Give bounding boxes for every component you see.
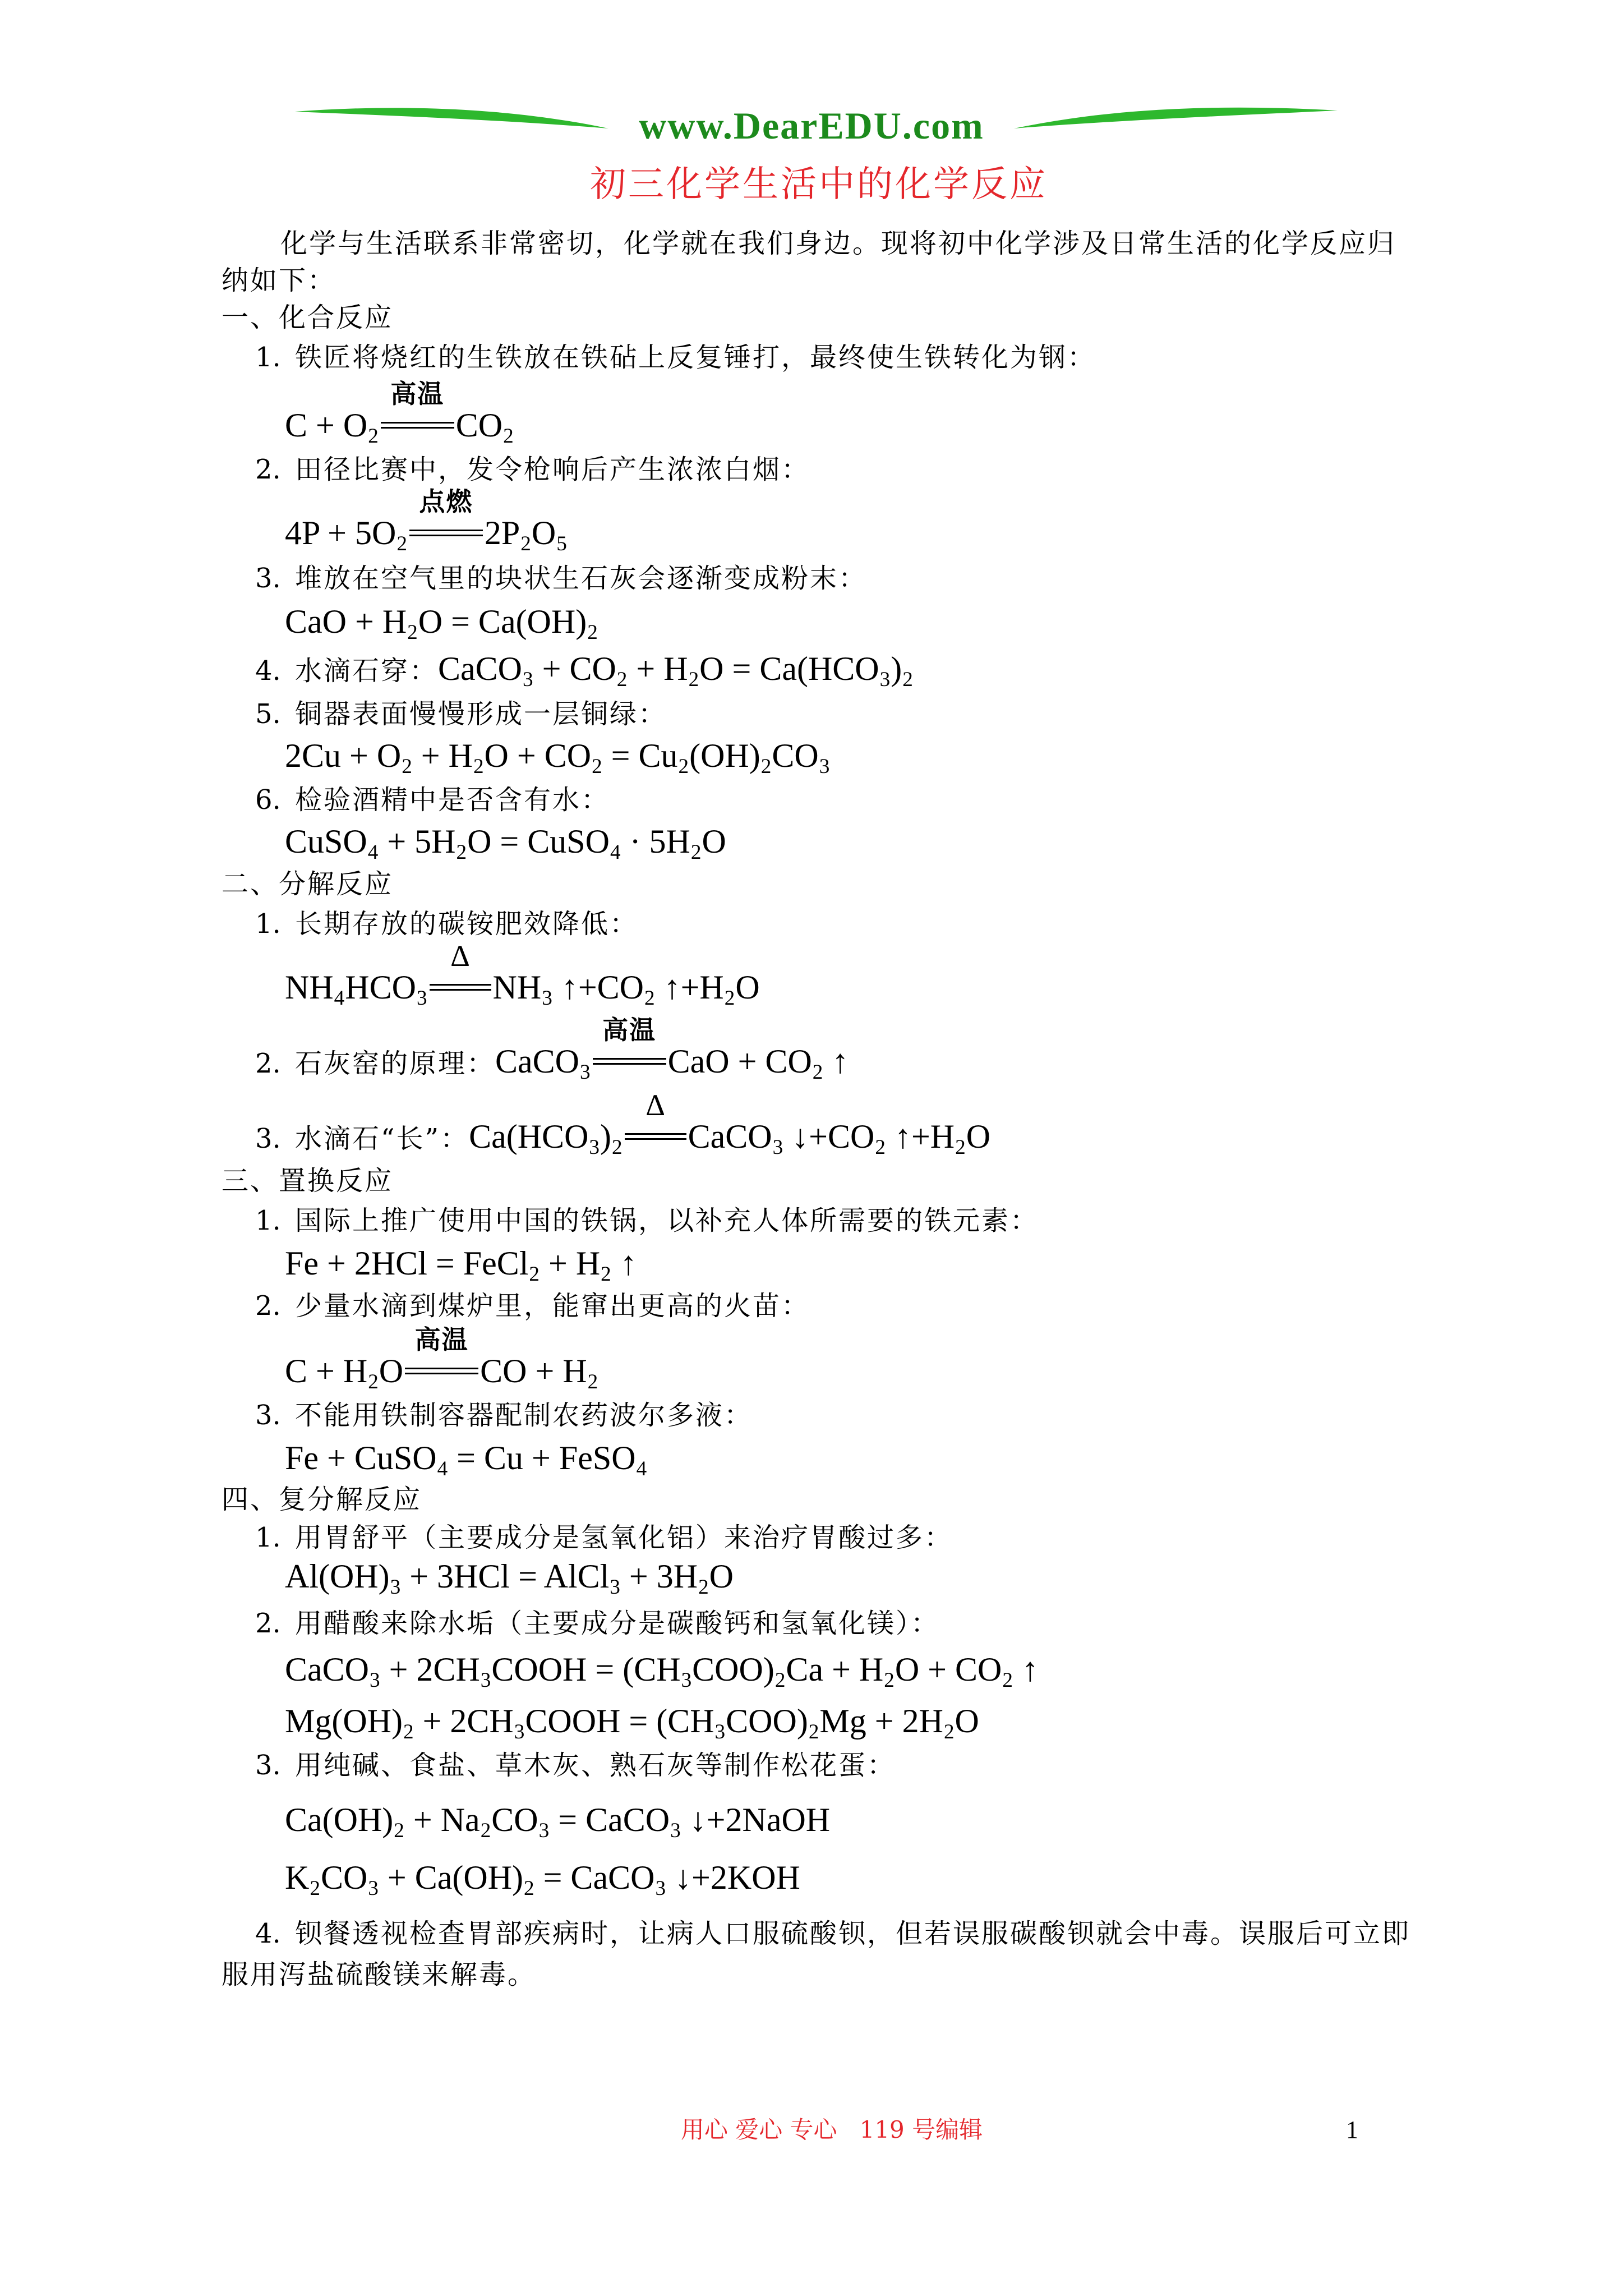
- formula-text: O + CO: [484, 737, 592, 774]
- reaction-condition-label: Δ: [450, 939, 470, 973]
- formula-text: = CaCO: [550, 1801, 670, 1838]
- item-number: 5.: [255, 698, 281, 730]
- page-number: 1: [1346, 2116, 1358, 2143]
- formula-text: O: [379, 1352, 404, 1389]
- intro-line: 化学与生活联系非常密切，化学就在我们身边。现将初中化学涉及日常生活的化学反应归: [280, 228, 1396, 259]
- formula-text: HCO: [345, 969, 416, 1006]
- formula-subscript: 3: [580, 1061, 591, 1084]
- formula-text: O = CuSO: [467, 823, 610, 860]
- formula-text: = Cu: [602, 737, 678, 774]
- formula-text: CaCO: [688, 1118, 772, 1155]
- formula-subscript: 2: [943, 1720, 955, 1744]
- reaction-condition-label: Δ: [645, 1088, 665, 1122]
- formula-text: ↑+H: [886, 1118, 955, 1155]
- equation: [438, 650, 914, 692]
- formula-subscript: 2: [402, 755, 412, 779]
- formula-text: CaCO: [495, 1043, 580, 1080]
- formula-text: + 3HCl = AlCl: [401, 1558, 610, 1595]
- item-text: 铜器表面慢慢形成一层铜绿：: [295, 698, 667, 730]
- item-number: 1.: [255, 1522, 281, 1553]
- equation: [285, 602, 598, 646]
- formula-subscript: 2: [616, 668, 628, 692]
- equation: [285, 1858, 800, 1902]
- reaction-condition-arrow: [405, 1324, 478, 1374]
- list-item: [255, 783, 610, 817]
- formula-subscript: 2: [875, 1136, 886, 1159]
- formula-text: ↓+2NaOH: [681, 1801, 831, 1838]
- formula-text: Ca(OH): [285, 1801, 394, 1838]
- formula-text: CO + H: [480, 1352, 587, 1389]
- item-text: 铁匠将烧红的生铁放在铁砧上反复锤打，最终使生铁转化为钢：: [295, 342, 1096, 373]
- formula-subscript: 3: [589, 1136, 600, 1159]
- formula-text: COOH = (CH: [525, 1703, 714, 1740]
- formula-subscript: 2: [808, 1720, 819, 1744]
- list-item: [255, 1204, 1039, 1237]
- reaction-condition-arrow: [381, 379, 454, 429]
- item-number: 6.: [255, 784, 281, 816]
- equation: [285, 822, 726, 866]
- formula-text: 2Cu + O: [285, 737, 402, 774]
- item-text: 不能用铁制容器配制农药波尔多液：: [295, 1400, 753, 1431]
- item-text: 田径比赛中，发令枪响后产生浓浓白烟：: [295, 454, 810, 485]
- reaction-condition-label: 高温: [602, 1015, 657, 1045]
- formula-subscript: 3: [390, 1576, 401, 1599]
- formula-subscript: 2: [644, 987, 655, 1010]
- formula-subscript: 2: [587, 1370, 598, 1394]
- formula-text: ↑: [611, 1245, 637, 1282]
- formula-subscript: 5: [556, 532, 567, 556]
- formula-subscript: 4: [610, 841, 621, 864]
- formula-text: + 2CH: [414, 1703, 514, 1740]
- list-item: [255, 1521, 953, 1554]
- item-number: 3.: [255, 1400, 281, 1431]
- formula-text: O: [735, 969, 760, 1006]
- formula-subscript: 2: [503, 425, 514, 448]
- formula-text: + H: [412, 737, 473, 774]
- formula-text: + Ca(OH): [379, 1859, 523, 1896]
- item-number: 3.: [255, 1123, 281, 1154]
- formula-text: CaO + H: [285, 603, 407, 640]
- formula-text: C + H: [285, 1352, 368, 1389]
- formula-subscript: 3: [368, 1877, 379, 1901]
- reaction-condition-label: 高温: [414, 1324, 469, 1355]
- item-number: 2.: [255, 1048, 281, 1079]
- formula-text: ): [891, 650, 902, 687]
- formula-text: Mg(OH): [285, 1703, 403, 1740]
- formula-text: O: [955, 1703, 979, 1740]
- item-text-continued: 服用泻盐硫酸镁来解毒。: [222, 1959, 537, 1990]
- formula-text: K: [285, 1859, 310, 1896]
- item-text: 用纯碱、食盐、草木灰、熟石灰等制作松花蛋：: [295, 1750, 896, 1781]
- list-item: [255, 1398, 753, 1432]
- equation: [469, 1088, 991, 1159]
- formula-subscript: 4: [367, 841, 379, 864]
- reaction-condition-arrow: [625, 1088, 686, 1140]
- formula-subscript: 3: [714, 1720, 726, 1744]
- equation: [285, 1244, 637, 1288]
- list-item: [255, 907, 638, 941]
- formula-subscript: 2: [310, 1877, 320, 1901]
- item-text: 堆放在空气里的块状生石灰会逐渐变成粉末：: [295, 563, 868, 594]
- formula-text: CO: [455, 407, 503, 444]
- formula-text: O: [531, 514, 556, 551]
- formula-text: + 3H: [620, 1558, 698, 1595]
- item-number: 1.: [255, 908, 281, 940]
- formula-text: = CaCO: [534, 1859, 655, 1896]
- formula-subscript: 2: [473, 755, 484, 779]
- list-item: [255, 1749, 896, 1782]
- formula-text: COO): [692, 1651, 774, 1688]
- list-item: [255, 1015, 849, 1086]
- formula-text: 2P: [484, 514, 520, 551]
- formula-text: NH: [285, 969, 334, 1006]
- formula-text: Fe + 2HCl = FeCl: [285, 1245, 529, 1282]
- reaction-condition-arrow: [593, 1015, 666, 1065]
- list-item: [255, 697, 667, 731]
- formula-subscript: 2: [812, 1061, 823, 1084]
- formula-subscript: 2: [1002, 1669, 1013, 1692]
- formula-subscript: 3: [655, 1877, 666, 1901]
- equation: [495, 1015, 849, 1084]
- formula-text: CO: [320, 1859, 368, 1896]
- formula-text: ↑+H: [655, 969, 724, 1006]
- formula-subscript: 2: [394, 1819, 404, 1843]
- formula-text: O: [709, 1558, 734, 1595]
- item-text: 检验酒精中是否含有水：: [295, 784, 610, 816]
- formula-text: + 5H: [379, 823, 456, 860]
- formula-text: CuSO: [285, 823, 367, 860]
- reaction-condition-arrow: [430, 939, 491, 991]
- list-item: [255, 562, 867, 595]
- footer-note: 用心 爱心 专心 119 号编辑: [680, 2116, 983, 2143]
- formula-text: Ca(HCO: [469, 1118, 589, 1155]
- formula-text: + 2CH: [380, 1651, 480, 1688]
- formula-subscript: 3: [542, 987, 552, 1010]
- formula-text: ): [600, 1118, 611, 1155]
- equation: [285, 379, 514, 450]
- formula-subscript: 2: [368, 1370, 379, 1394]
- formula-subscript: 3: [670, 1819, 681, 1843]
- formula-subscript: 2: [592, 755, 602, 779]
- formula-text: ↓+2KOH: [666, 1859, 800, 1896]
- formula-text: (OH): [689, 737, 760, 774]
- item-number: 3.: [255, 563, 281, 594]
- equation: [285, 1800, 830, 1844]
- item-text: 水滴石“长”：: [295, 1123, 469, 1154]
- formula-subscript: 3: [610, 1576, 620, 1599]
- formula-subscript: 2: [688, 668, 699, 692]
- formula-text: CaO + CO: [667, 1043, 812, 1080]
- section-heading: 一、化合反应: [222, 302, 394, 333]
- item-text: 用醋酸来除水垢（主要成分是碳酸钙和氢氧化镁）：: [295, 1608, 940, 1639]
- item-text: 石灰窑的原理：: [295, 1048, 496, 1079]
- formula-subscript: 2: [368, 425, 379, 448]
- formula-text: ↓+CO: [783, 1118, 875, 1155]
- list-item: [255, 1917, 1410, 1950]
- formula-text: Al(OH): [285, 1558, 390, 1595]
- list-item: [255, 1607, 939, 1640]
- list-item: [255, 453, 810, 486]
- item-number: 4.: [255, 655, 281, 687]
- formula-subscript: 3: [681, 1669, 692, 1692]
- formula-subscript: 2: [601, 1263, 611, 1286]
- formula-text: O: [966, 1118, 991, 1155]
- formula-subscript: 2: [403, 1720, 414, 1744]
- formula-subscript: 2: [760, 755, 772, 779]
- list-item: [255, 1088, 991, 1161]
- formula-text: 4P + 5O: [285, 514, 396, 551]
- formula-text: ↑+CO: [552, 969, 644, 1006]
- formula-subscript: 2: [529, 1263, 540, 1286]
- formula-subscript: 2: [524, 1877, 534, 1901]
- formula-subscript: 2: [520, 532, 531, 556]
- formula-text: Mg + 2H: [819, 1703, 943, 1740]
- formula-subscript: 4: [636, 1457, 647, 1481]
- item-text: 长期存放的碳铵肥效降低：: [295, 908, 639, 940]
- formula-text: ↑: [1013, 1651, 1039, 1688]
- item-number: 1.: [255, 1205, 281, 1236]
- formula-text: COOH = (CH: [491, 1651, 681, 1688]
- formula-text: O: [702, 823, 726, 860]
- reaction-condition-label: 高温: [390, 379, 445, 409]
- equation: [285, 1324, 598, 1396]
- equation: [285, 1650, 1039, 1694]
- formula-text: CaCO: [438, 650, 523, 687]
- formula-text: O + CO: [895, 1651, 1002, 1688]
- reaction-condition-label: 点燃: [419, 486, 473, 517]
- item-number: 2.: [255, 1290, 281, 1322]
- equation: [285, 939, 760, 1012]
- formula-subscript: 2: [480, 1819, 491, 1843]
- logo-swoosh-left: [295, 108, 608, 128]
- formula-subscript: 2: [884, 1669, 895, 1692]
- formula-text: Ca + H: [786, 1651, 884, 1688]
- formula-subscript: 4: [437, 1457, 448, 1481]
- formula-subscript: 2: [698, 1576, 709, 1599]
- formula-subscript: 3: [819, 755, 830, 779]
- formula-subscript: 2: [690, 841, 702, 864]
- section-heading: 三、置换反应: [222, 1165, 394, 1197]
- formula-subscript: 3: [370, 1669, 380, 1692]
- formula-text: ↑: [823, 1043, 849, 1080]
- item-text: 水滴石穿：: [295, 655, 439, 687]
- formula-text: CO: [491, 1801, 538, 1838]
- equation: [285, 736, 830, 780]
- formula-subscript: 2: [611, 1136, 623, 1159]
- item-text: 用胃舒平（主要成分是氢氧化铝）来治疗胃酸过多：: [295, 1522, 953, 1553]
- list-item: [255, 1289, 810, 1323]
- formula-subscript: 2: [774, 1669, 786, 1692]
- section-heading: 二、分解反应: [222, 868, 394, 900]
- formula-subscript: 2: [955, 1136, 966, 1159]
- formula-text: · 5H: [621, 823, 690, 860]
- formula-subscript: 3: [514, 1720, 525, 1744]
- formula-subscript: 3: [879, 668, 891, 692]
- formula-subscript: 2: [407, 621, 418, 645]
- formula-text: NH: [492, 969, 542, 1006]
- formula-text: + H: [628, 650, 688, 687]
- item-text: 少量水滴到煤炉里，能窜出更高的火苗：: [295, 1290, 810, 1322]
- item-number: 2.: [255, 1608, 281, 1639]
- formula-subscript: 2: [456, 841, 467, 864]
- item-number: 3.: [255, 1750, 281, 1781]
- equation: [285, 1557, 734, 1601]
- equation: [285, 1701, 979, 1746]
- formula-text: = Cu + FeSO: [448, 1439, 636, 1476]
- page-title: 初三化学生活中的化学反应: [590, 164, 1048, 205]
- item-text: 钡餐透视检查胃部疾病时，让病人口服硫酸钡，但若误服碳酸钡就会中毒。误服后可立即: [295, 1918, 1411, 1949]
- formula-text: CO: [772, 737, 819, 774]
- formula-subscript: 4: [334, 987, 345, 1010]
- formula-subscript: 3: [523, 668, 533, 692]
- formula-subscript: 2: [678, 755, 689, 779]
- item-number: 2.: [255, 454, 281, 485]
- formula-subscript: 2: [396, 532, 407, 556]
- item-number: 1.: [255, 342, 281, 373]
- formula-subscript: 2: [587, 621, 598, 645]
- site-logo-text: www.DearEDU.com: [639, 104, 984, 147]
- formula-text: COO): [726, 1703, 808, 1740]
- formula-text: + H: [540, 1245, 601, 1282]
- formula-subscript: 3: [772, 1136, 783, 1159]
- formula-subscript: 3: [416, 987, 427, 1010]
- list-item: [255, 341, 1096, 374]
- item-text: 国际上推广使用中国的铁锅，以补充人体所需要的铁元素：: [295, 1205, 1039, 1236]
- list-item: [255, 649, 914, 693]
- formula-subscript: 3: [538, 1819, 550, 1843]
- formula-text: + CO: [533, 650, 616, 687]
- reaction-condition-arrow: [409, 486, 483, 536]
- section-heading: 四、复分解反应: [222, 1484, 422, 1515]
- formula-subscript: 2: [902, 668, 913, 692]
- item-number: 4.: [255, 1918, 281, 1949]
- equation: [285, 486, 568, 558]
- intro-line: 纳如下：: [222, 265, 336, 296]
- formula-text: + Na: [404, 1801, 480, 1838]
- formula-text: Fe + CuSO: [285, 1439, 437, 1476]
- formula-text: O = Ca(OH): [418, 603, 587, 640]
- formula-subscript: 3: [480, 1669, 491, 1692]
- formula-subscript: 2: [724, 987, 735, 1010]
- formula-text: O = Ca(HCO: [699, 650, 879, 687]
- formula-text: C + O: [285, 407, 368, 444]
- equation: [285, 1438, 647, 1483]
- logo-swoosh-right: [1014, 108, 1338, 128]
- formula-text: CaCO: [285, 1651, 369, 1688]
